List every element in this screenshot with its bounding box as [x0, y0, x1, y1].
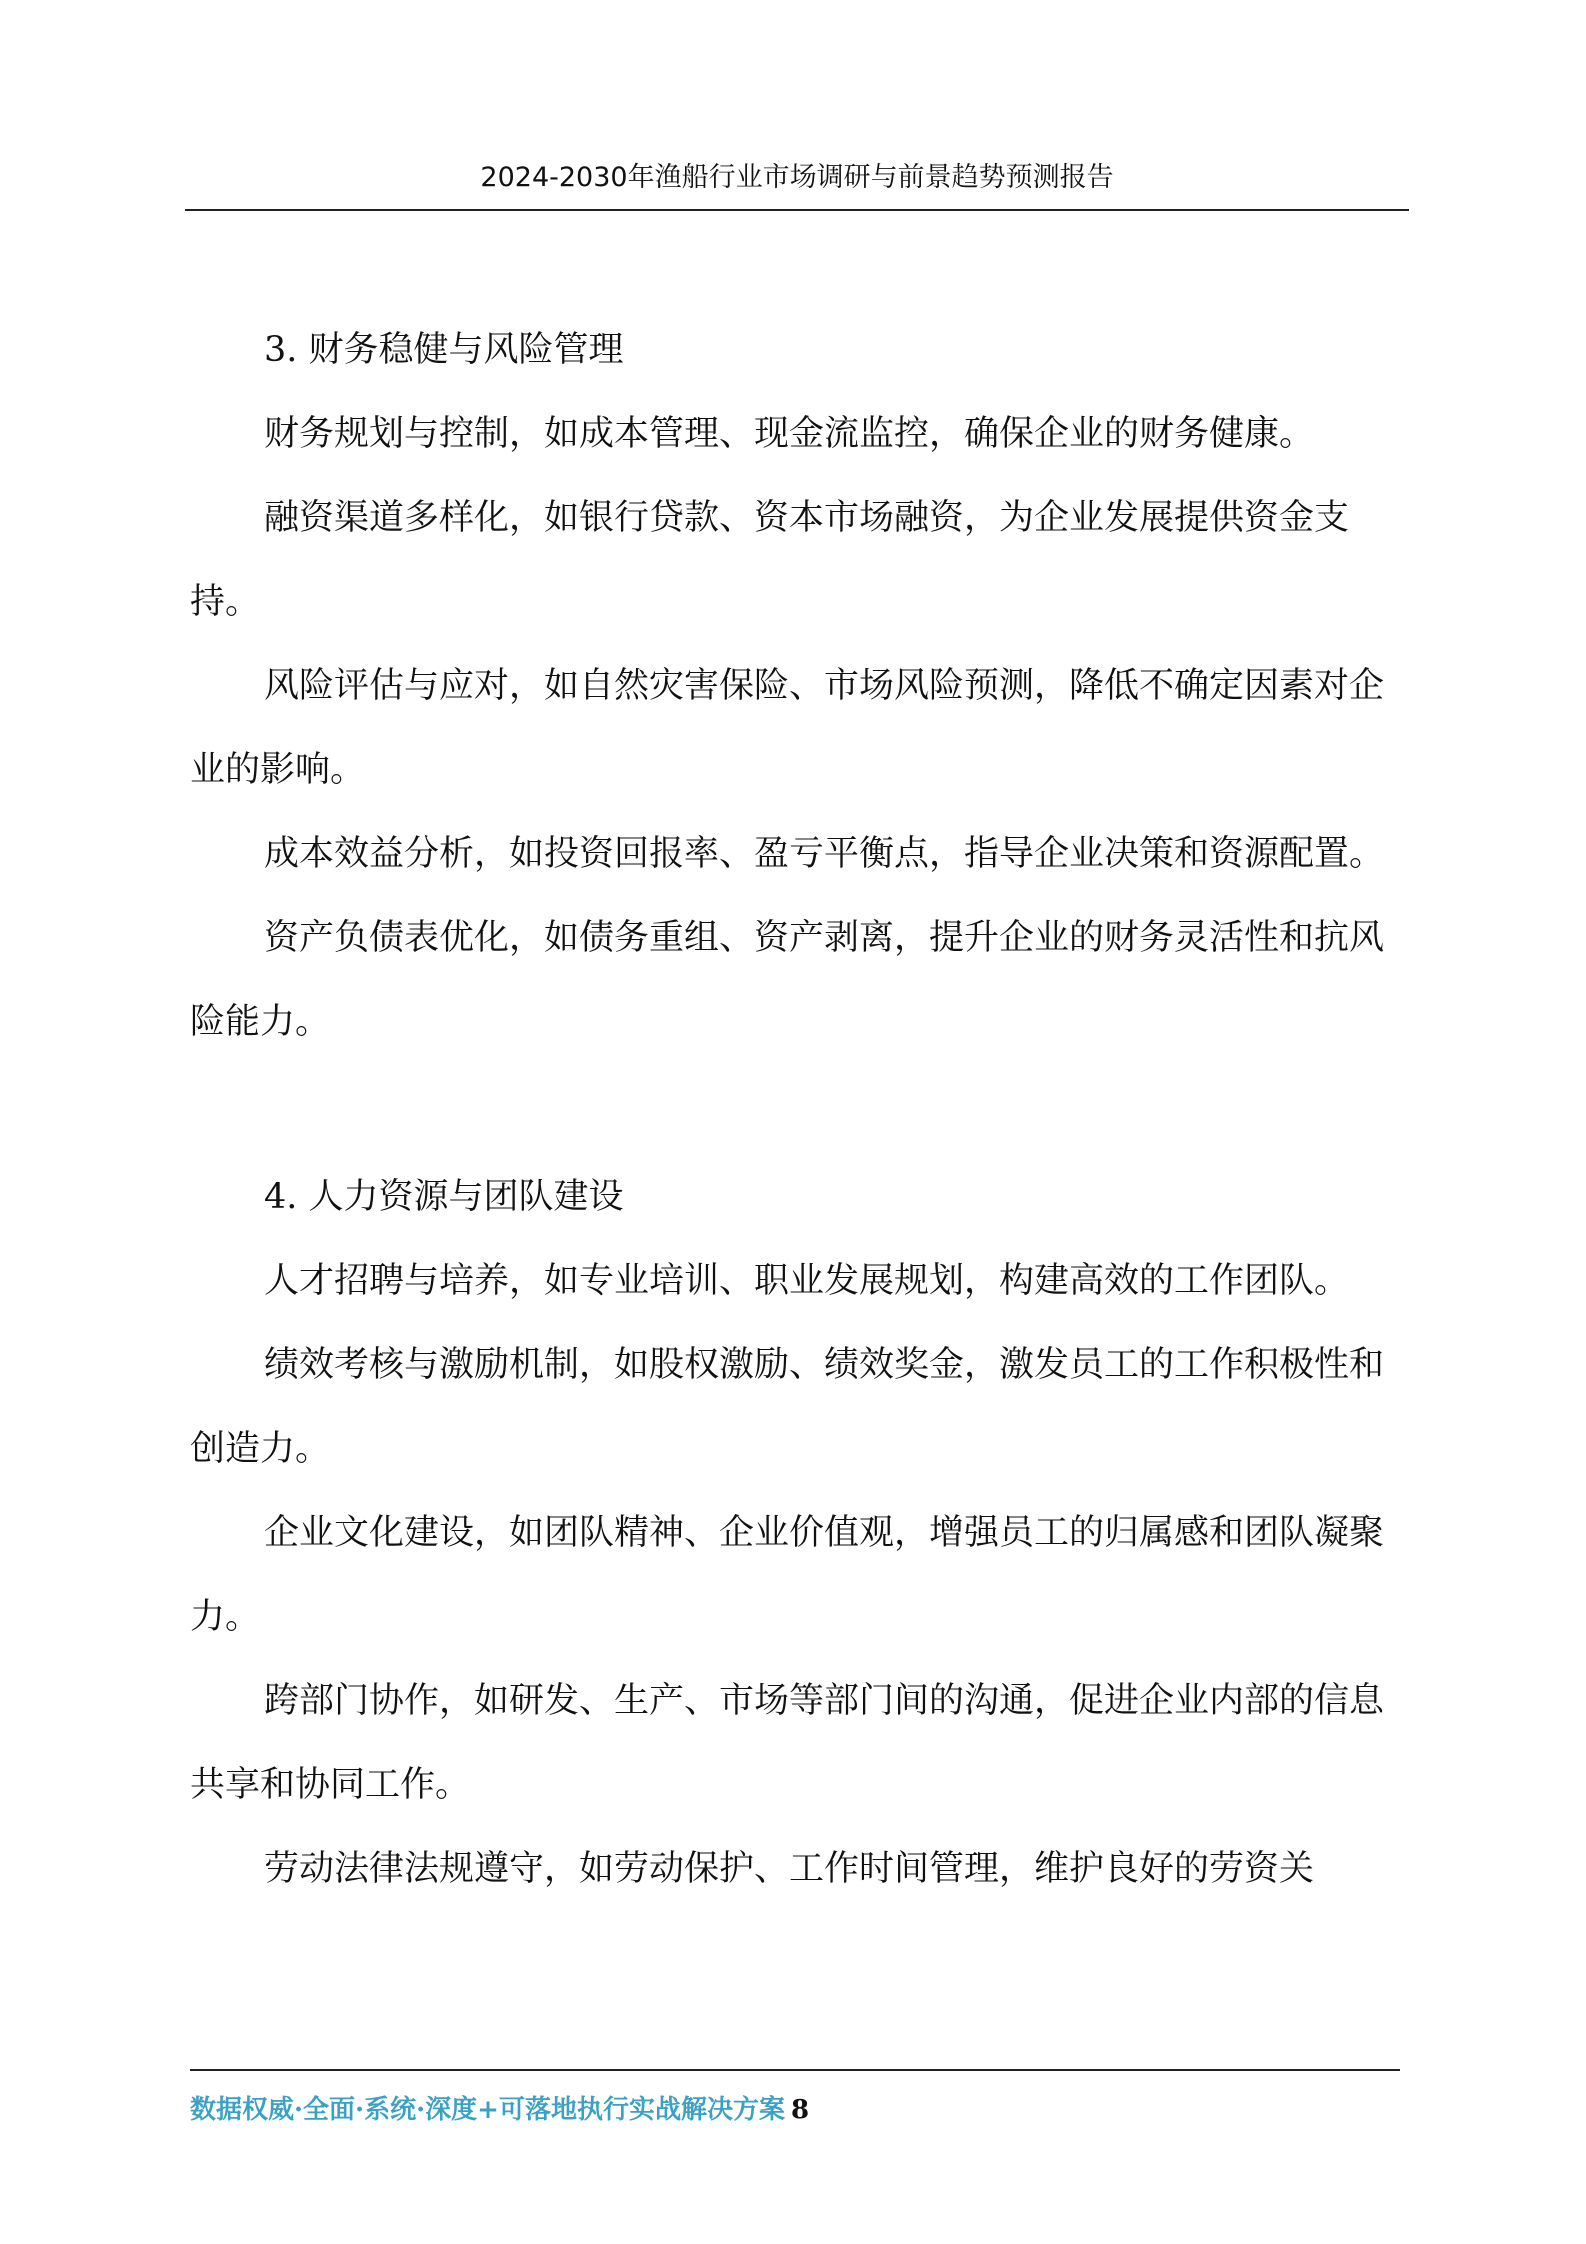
paragraph: 劳动法律法规遵守，如劳动保护、工作时间管理，维护良好的劳资关	[264, 1849, 1315, 1889]
paragraph: 资产负债表优化，如债务重组、资产剥离，提升企业的财务灵活性和抗风险能力。	[190, 918, 1385, 1042]
page-footer	[190, 2092, 809, 2128]
section-heading: 4. 人力资源与团队建设	[264, 1177, 624, 1217]
paragraph: 跨部门协作，如研发、生产、市场等部门间的沟通，促进企业内部的信息共享和协同工作。	[190, 1681, 1385, 1805]
document-body	[190, 308, 1390, 1911]
paragraph: 融资渠道多样化，如银行贷款、资本市场融资，为企业发展提供资金支持。	[190, 498, 1350, 622]
paragraph: 企业文化建设，如团队精神、企业价值观，增强员工的归属感和团队凝聚力。	[190, 1513, 1385, 1637]
section-spacer	[190, 1064, 1390, 1155]
paragraph: 财务规划与控制，如成本管理、现金流监控，确保企业的财务健康。	[264, 414, 1315, 454]
section-human-resources	[190, 1155, 1390, 1911]
paragraph: 风险评估与应对，如自然灾害保险、市场风险预测，降低不确定因素对企业的影响。	[190, 666, 1385, 790]
page-header-title: 2024-2030年渔船行业市场调研与前景趋势预测报告	[480, 162, 1114, 193]
paragraph: 成本效益分析，如投资回报率、盈亏平衡点，指导企业决策和资源配置。	[264, 834, 1385, 874]
header-divider	[185, 209, 1409, 211]
paragraph: 人才招聘与培养，如专业培训、职业发展规划，构建高效的工作团队。	[264, 1261, 1350, 1301]
section-heading: 3. 财务稳健与风险管理	[264, 330, 624, 370]
paragraph: 绩效考核与激励机制，如股权激励、绩效奖金，激发员工的工作积极性和创造力。	[190, 1345, 1385, 1469]
footer-divider	[190, 2069, 1400, 2071]
footer-tagline: 数据权威·全面·系统·深度+可落地执行实战解决方案	[190, 2095, 785, 2125]
section-finance	[190, 308, 1390, 1064]
page-number: 8	[790, 2095, 810, 2125]
